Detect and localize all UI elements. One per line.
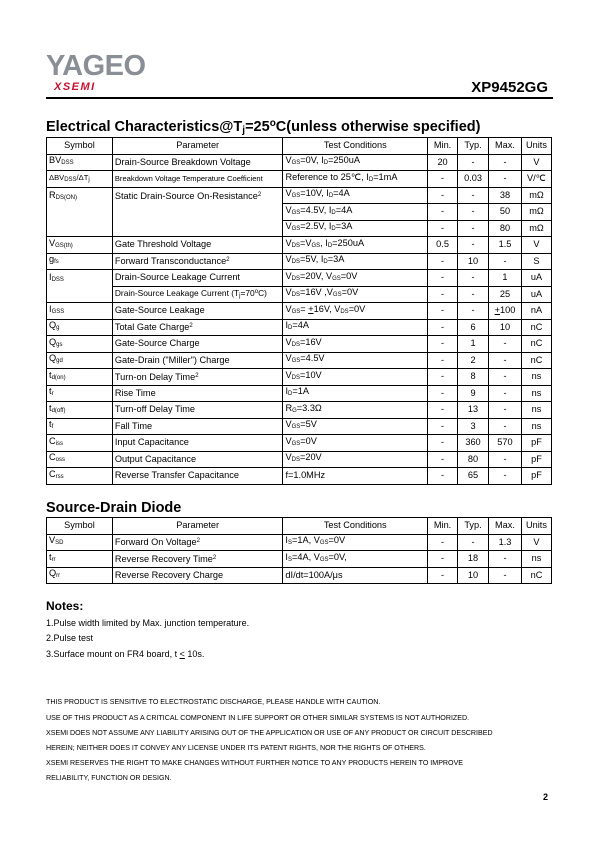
min-cell: - — [428, 551, 458, 568]
typ-cell: 8 — [458, 369, 489, 386]
col-test-conditions: Test Conditions — [283, 518, 428, 535]
conditions-cell: $V_{GS}=0V$ — [283, 435, 428, 452]
typ-cell: 360 — [458, 435, 489, 452]
conditions-cell: $R_G=3.3\Omega$ — [283, 402, 428, 419]
col-parameter: Parameter — [112, 138, 283, 155]
conditions-cell: $I_S=4A$, $V_{GS}=0V$, — [283, 551, 428, 568]
unit-cell: pF — [521, 435, 551, 452]
min-cell: - — [428, 187, 458, 204]
table-row — [47, 451, 552, 468]
min-cell: - — [428, 286, 458, 303]
parameter-cell: Turn-on Delay Time$^2$ — [112, 369, 283, 386]
col-parameter: Parameter — [112, 518, 283, 535]
col-symbol: Symbol — [47, 138, 113, 155]
max-cell: - — [488, 451, 521, 468]
min-cell: - — [428, 385, 458, 402]
parameter-cell: Total Gate Charge$^2$ — [112, 319, 283, 336]
table-header-row — [47, 138, 552, 155]
symbol-cell: $C_{iss}$ — [47, 435, 113, 452]
parameter-cell: Forward Transconductance$^2$ — [112, 253, 283, 270]
parameter-cell: Gate-Source Leakage — [112, 303, 283, 320]
max-cell: - — [488, 171, 521, 188]
symbol-cell: $t_{rr}$ — [47, 551, 113, 568]
conditions-cell: $I_D=4A$ — [283, 319, 428, 336]
table-row — [47, 303, 552, 320]
col-min: Min. — [428, 518, 458, 535]
col-min: Min. — [428, 138, 458, 155]
col-units: Units — [521, 138, 551, 155]
typ-cell: 80 — [458, 451, 489, 468]
symbol-cell: $V_{GS(th)}$ — [47, 237, 113, 254]
conditions-cell: $V_{DS}=10V$ — [283, 369, 428, 386]
conditions-cell: f=1.0MHz — [283, 468, 428, 485]
unit-cell: V/℃ — [521, 171, 551, 188]
logo-wordmark: YAGEO — [46, 50, 146, 82]
parameter-cell: Output Capacitance — [112, 451, 283, 468]
unit-cell: V — [521, 534, 551, 551]
table-row — [47, 154, 552, 171]
col-max: Max. — [488, 138, 521, 155]
symbol-cell: $t_{d(on)}$ — [47, 369, 113, 386]
max-cell: 1 — [488, 270, 521, 287]
typ-cell: - — [458, 187, 489, 204]
min-cell: - — [428, 352, 458, 369]
symbol-cell: $Q_{rr}$ — [47, 567, 113, 584]
table-row — [47, 171, 552, 188]
col-typ: Typ. — [458, 518, 489, 535]
unit-cell: ns — [521, 369, 551, 386]
symbol-cell: $I_{DSS}$ — [47, 270, 113, 303]
part-number: XP9452GG — [471, 79, 548, 96]
max-cell: - — [488, 253, 521, 270]
disclaimer-changes-2: RELIABILITY, FUNCTION OR DESIGN. — [46, 774, 172, 782]
max-cell: - — [488, 402, 521, 419]
typ-cell: 6 — [458, 319, 489, 336]
symbol-cell: $t_r$ — [47, 385, 113, 402]
max-cell: - — [488, 468, 521, 485]
max-cell: +100 — [488, 303, 521, 320]
max-cell: - — [488, 154, 521, 171]
unit-cell: uA — [521, 270, 551, 287]
typ-cell: 9 — [458, 385, 489, 402]
disclaimer-liability-2: HEREIN; NEITHER DOES IT CONVEY ANY LICENSE UNDER ITS PATENT RIGHTS, NOR THE RIGHTS OF OTHERS. — [46, 744, 426, 752]
parameter-cell: Breakdown Voltage Temperature Coefficient — [112, 171, 283, 188]
min-cell: - — [428, 435, 458, 452]
typ-cell: - — [458, 220, 489, 237]
table-row — [47, 319, 552, 336]
conditions-cell: $V_{DS}=16V$ — [283, 336, 428, 353]
max-cell: 1.3 — [489, 534, 522, 551]
disclaimer-life-support: USE OF THIS PRODUCT AS A CRITICAL COMPONENT IN LIFE SUPPORT OR OTHER SIMILAR SYSTEMS IS NOT AUTHORIZED. — [46, 714, 470, 722]
typ-cell: 10 — [458, 253, 489, 270]
disclaimer-changes-1: XSEMI RESERVES THE RIGHT TO MAKE CHANGES WITHOUT FURTHER NOTICE TO ANY PRODUCTS HEREIN TO IMPROVE — [46, 759, 464, 767]
symbol-cell: $R_{DS(ON)}$ — [47, 187, 113, 237]
conditions-cell: $V_{GS}=2.5V$, $I_D=3A$ — [283, 220, 428, 237]
max-cell: - — [489, 567, 522, 584]
parameter-cell: Input Capacitance — [112, 435, 283, 452]
table-row — [47, 468, 552, 485]
col-typ: Typ. — [458, 138, 489, 155]
symbol-cell: $g_{fs}$ — [47, 253, 113, 270]
unit-cell: nC — [521, 567, 551, 584]
conditions-cell: $V_{DS}=16V$ $,V_{GS}=0V$ — [283, 286, 428, 303]
typ-cell: - — [458, 286, 489, 303]
conditions-cell: $V_{DS}=5V$, $I_D=3A$ — [283, 253, 428, 270]
min-cell: - — [428, 468, 458, 485]
table-row — [47, 336, 552, 353]
symbol-cell: $t_{d(off)}$ — [47, 402, 113, 419]
unit-cell: ns — [521, 418, 551, 435]
max-cell: 38 — [488, 187, 521, 204]
table-row — [47, 286, 552, 303]
unit-cell: ns — [521, 385, 551, 402]
typ-cell: - — [458, 303, 489, 320]
min-cell: 0.5 — [428, 237, 458, 254]
min-cell: - — [428, 402, 458, 419]
min-cell: - — [428, 567, 458, 584]
unit-cell: ns — [521, 551, 551, 568]
conditions-cell: $V_{GS}=4.5V$ — [283, 352, 428, 369]
parameter-cell: Drain-Source Breakdown Voltage — [112, 154, 283, 171]
conditions-cell: $V_{GS}= +16V$, $V_{DS}=0V$ — [283, 303, 428, 320]
symbol-cell: $BV_{DSS}$ — [47, 154, 113, 171]
unit-cell: nA — [521, 303, 551, 320]
less-equal-symbol: < — [179, 649, 185, 659]
notes-heading: Notes: — [46, 599, 84, 613]
parameter-cell: Gate Threshold Voltage — [112, 237, 283, 254]
unit-cell: V — [521, 237, 551, 254]
col-max: Max. — [489, 518, 522, 535]
unit-cell: pF — [521, 468, 551, 485]
min-cell: - — [428, 303, 458, 320]
parameter-cell: Drain-Source Leakage Current $(T_j=70^oC)$ — [112, 286, 283, 303]
table-header-row — [47, 518, 552, 535]
table-row — [47, 551, 552, 568]
table-row — [47, 270, 552, 287]
symbol-cell: $Q_g$ — [47, 319, 113, 336]
conditions-cell: $V_{GS}=4.5V$, $I_D=4A$ — [283, 204, 428, 221]
table-row — [47, 402, 552, 419]
conditions-cell: $V_{DS}=20V$ — [283, 451, 428, 468]
unit-cell: V — [521, 154, 551, 171]
logo-subbrand: XSEMI — [54, 81, 96, 93]
min-cell: - — [428, 270, 458, 287]
parameter-cell: Gate-Source Charge — [112, 336, 283, 353]
symbol-cell: $Q_{gd}$ — [47, 352, 113, 369]
conditions-cell: $V_{GS}=0V$, $I_D=250uA$ — [283, 154, 428, 171]
conditions-cell: $V_{DS}=20V$, $V_{GS}=0V$ — [283, 270, 428, 287]
conditions-cell: $I_S=1A$, $V_{GS}=0V$ — [283, 534, 428, 551]
typ-cell: 3 — [458, 418, 489, 435]
conditions-cell: Reference to 25℃, $I_D=1mA$ — [283, 171, 428, 188]
parameter-cell: Fall Time — [112, 418, 283, 435]
symbol-cell: $C_{rss}$ — [47, 468, 113, 485]
max-cell: 1.5 — [488, 237, 521, 254]
typ-cell: - — [458, 204, 489, 221]
max-cell: 50 — [488, 204, 521, 221]
max-cell: - — [489, 551, 522, 568]
source-drain-diode-table — [46, 517, 552, 584]
parameter-cell: Static Drain-Source On-Resistance$^2$ — [112, 187, 283, 237]
typ-cell: 1 — [458, 336, 489, 353]
page-number: 2 — [542, 792, 548, 802]
parameter-cell: Reverse Recovery Charge — [112, 567, 283, 584]
table-row — [47, 352, 552, 369]
min-cell: - — [428, 534, 458, 551]
symbol-cell: $C_{oss}$ — [47, 451, 113, 468]
typ-cell: 0.03 — [458, 171, 489, 188]
disclaimer-liability-1: XSEMI DOES NOT ASSUME ANY LIABILITY ARISING OUT OF THE APPLICATION OR USE OF ANY PRODUCT OR CIRCUIT DESCRIBED — [46, 729, 493, 737]
parameter-cell: Rise Time — [112, 385, 283, 402]
min-cell: - — [428, 369, 458, 386]
max-cell: - — [488, 385, 521, 402]
max-cell: 80 — [488, 220, 521, 237]
note-1: 1.Pulse width limited by Max. junction temperature. — [46, 618, 250, 628]
table-row — [47, 385, 552, 402]
table-row — [47, 534, 552, 551]
typ-cell: 18 — [458, 551, 489, 568]
source-drain-diode-title: Source-Drain Diode — [46, 500, 182, 516]
col-units: Units — [521, 518, 551, 535]
conditions-cell: $V_{DS}=V_{GS}$, $I_D=250uA$ — [283, 237, 428, 254]
table-row — [47, 435, 552, 452]
min-cell: - — [428, 319, 458, 336]
table-row — [47, 237, 552, 254]
max-cell: 10 — [488, 319, 521, 336]
yageo-logo — [46, 52, 146, 93]
conditions-cell: $I_D=1A$ — [283, 385, 428, 402]
symbol-cell: $Q_{gs}$ — [47, 336, 113, 353]
unit-cell: nC — [521, 336, 551, 353]
table-row — [47, 418, 552, 435]
min-cell: - — [428, 253, 458, 270]
max-cell: 25 — [488, 286, 521, 303]
parameter-cell: Gate-Drain ("Miller") Charge — [112, 352, 283, 369]
min-cell: - — [428, 204, 458, 221]
unit-cell: S — [521, 253, 551, 270]
conditions-cell: dI/dt=100A/μs — [283, 567, 428, 584]
unit-cell: nC — [521, 352, 551, 369]
parameter-cell: Drain-Source Leakage Current — [112, 270, 283, 287]
typ-cell: 13 — [458, 402, 489, 419]
note-3: 3.Surface mount on FR4 board, t < 10s. — [46, 649, 205, 659]
min-cell: - — [428, 171, 458, 188]
table-row — [47, 253, 552, 270]
unit-cell: nC — [521, 319, 551, 336]
parameter-cell: Reverse Transfer Capacitance — [112, 468, 283, 485]
typ-cell: 2 — [458, 352, 489, 369]
typ-cell: 65 — [458, 468, 489, 485]
typ-cell: - — [458, 534, 489, 551]
unit-cell: mΩ — [521, 204, 551, 221]
note-2: 2.Pulse test — [46, 633, 94, 643]
unit-cell: pF — [521, 451, 551, 468]
min-cell: 20 — [428, 154, 458, 171]
parameter-cell: Forward On Voltage$^2$ — [112, 534, 283, 551]
unit-cell: ns — [521, 402, 551, 419]
symbol-cell: $\Delta BV_{DSS}/\Delta T_j$ — [47, 171, 113, 188]
max-cell: - — [488, 352, 521, 369]
col-test-conditions: Test Conditions — [283, 138, 428, 155]
typ-cell: - — [458, 270, 489, 287]
min-cell: - — [428, 336, 458, 353]
typ-cell: - — [458, 237, 489, 254]
max-cell: - — [488, 336, 521, 353]
conditions-cell: $V_{GS}=10V$, $I_D=4A$ — [283, 187, 428, 204]
min-cell: - — [428, 220, 458, 237]
max-cell: - — [488, 369, 521, 386]
min-cell: - — [428, 418, 458, 435]
table-row — [47, 567, 552, 584]
electrical-characteristics-title: Electrical $Characteristics@T_j=25^oC(unless$ otherwise specified) — [46, 118, 481, 136]
max-cell: - — [488, 418, 521, 435]
table-row — [47, 369, 552, 386]
header-divider — [46, 97, 553, 99]
typ-cell: - — [458, 154, 489, 171]
symbol-cell: $I_{GSS}$ — [47, 303, 113, 320]
table-row — [47, 187, 552, 204]
typ-cell: 10 — [458, 567, 489, 584]
max-cell: 570 — [488, 435, 521, 452]
symbol-cell: $V_{SD}$ — [47, 534, 113, 551]
disclaimer-esd: THIS PRODUCT IS SENSITIVE TO ELECTROSTATIC DISCHARGE, PLEASE HANDLE WITH CAUTION. — [46, 698, 381, 706]
parameter-cell: Turn-off Delay Time — [112, 402, 283, 419]
parameter-cell: Reverse Recovery Time$^2$ — [112, 551, 283, 568]
unit-cell: uA — [521, 286, 551, 303]
electrical-characteristics-table — [46, 137, 552, 485]
unit-cell: mΩ — [521, 220, 551, 237]
conditions-cell: $V_{GS}=5V$ — [283, 418, 428, 435]
symbol-cell: $t_f$ — [47, 418, 113, 435]
col-symbol: Symbol — [47, 518, 113, 535]
unit-cell: mΩ — [521, 187, 551, 204]
min-cell: - — [428, 451, 458, 468]
